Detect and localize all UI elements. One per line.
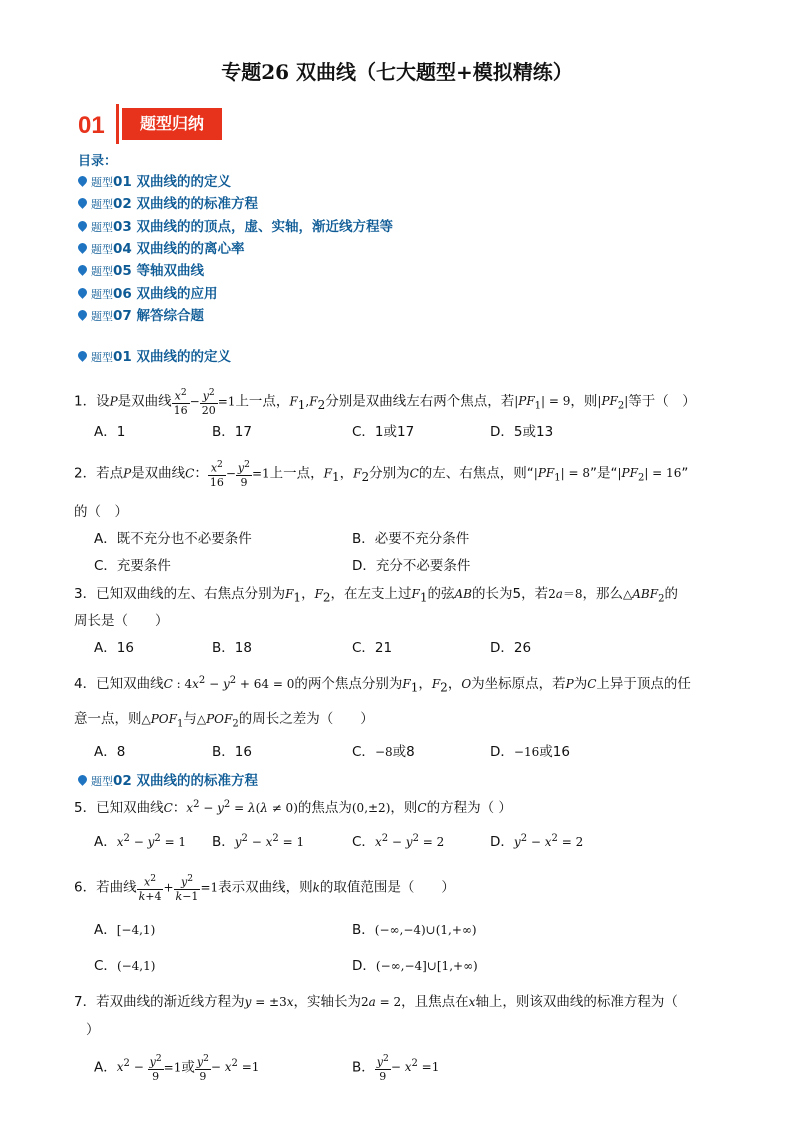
option-d[interactable]: D．5或13 bbox=[490, 424, 554, 440]
option-d[interactable]: D．充分不必要条件 bbox=[352, 558, 471, 574]
toc-label: 目录： bbox=[78, 154, 118, 169]
option-c[interactable]: C．充要条件 bbox=[94, 558, 171, 574]
question-6: 6．若曲线 $\frac{x^2}{k+4}$ + $\frac{y^2}{k-1}$ =1表示双曲线，则k的取值范围是（ ） bbox=[74, 873, 455, 903]
option-b[interactable]: B．17 bbox=[212, 424, 252, 440]
option-a[interactable]: A．$x^2 - y^2 = 1$ bbox=[94, 833, 187, 850]
question-3-cont: 周长是（ ） bbox=[74, 613, 169, 629]
toc-item[interactable]: 题型01 双曲线的的定义 bbox=[78, 170, 231, 190]
pin-icon bbox=[76, 773, 89, 786]
option-c[interactable]: C．−8或8 bbox=[352, 744, 415, 760]
section-divider bbox=[116, 104, 119, 144]
section-number: 01 bbox=[78, 112, 105, 139]
question-3: 3．已知双曲线的左、右焦点分别为$F_1$，$F_2$，在左支上过$F_1$的弦AB的长为5，若2a＝8，那么$\triangle ABF_2$的 bbox=[74, 586, 678, 605]
question-1: 1．设P是双曲线 $\frac{x^2}{16}$ − $\frac{y^2}{20}$ =1上一点，$F_1,F_2$分别是双曲线左右两个焦点，若$|PF_1| = 9$，则$|PF_2|$等于（ ） bbox=[74, 387, 696, 417]
toc-item[interactable]: 题型04 双曲线的的离心率 bbox=[78, 237, 245, 257]
pin-icon bbox=[76, 219, 89, 232]
option-a[interactable]: A．[−4,1) bbox=[94, 922, 156, 938]
question-5: 5．已知双曲线C：$x^2 - y^2 = \lambda(\lambda \ne 0)$的焦点为(0,±2)，则C的方程为（ ） bbox=[74, 799, 512, 816]
option-b[interactable]: B．必要不充分条件 bbox=[352, 531, 470, 547]
option-d[interactable]: D．(−∞,−4]∪[1,+∞) bbox=[352, 958, 478, 974]
pin-icon bbox=[76, 174, 89, 187]
section-title: 题型01 双曲线的的定义 bbox=[78, 345, 231, 365]
question-7-cont: ） bbox=[86, 1022, 100, 1038]
option-c[interactable]: C．21 bbox=[352, 640, 393, 656]
toc-item[interactable]: 题型07 解答综合题 bbox=[78, 304, 204, 324]
toc-item[interactable]: 题型03 双曲线的的顶点，虚、实轴，渐近线方程等 bbox=[78, 215, 393, 235]
toc-item[interactable]: 题型05 等轴双曲线 bbox=[78, 259, 204, 279]
option-a[interactable]: A．1 bbox=[94, 424, 126, 440]
pin-icon bbox=[76, 196, 89, 209]
toc-item[interactable]: 题型02 双曲线的的标准方程 bbox=[78, 192, 258, 212]
pin-icon bbox=[76, 241, 89, 254]
page-title: 专题26 双曲线（七大题型+模拟精练） bbox=[221, 60, 573, 84]
question-2: 2．若点P是双曲线C： $\frac{x^2}{16}$ − $\frac{y^2}{9}$ =1上一点，$F_1$，$F_2$分别为C的左、右焦点，则“$|PF_1| = 8$”是“$|PF_2| = 16$” bbox=[74, 459, 689, 489]
option-a[interactable]: A．$x^2$ − $\frac{y^2}{9}$ =1或 $\frac{y^2}{9}$ − $x^2 =1$ bbox=[94, 1053, 260, 1083]
option-b[interactable]: B．16 bbox=[212, 744, 252, 760]
toc-item[interactable]: 题型06 双曲线的应用 bbox=[78, 282, 218, 302]
option-a[interactable]: A．16 bbox=[94, 640, 134, 656]
option-d[interactable]: D．26 bbox=[490, 640, 532, 656]
option-b[interactable]: B． $\frac{y^2}{9}$ − $x^2 =1$ bbox=[352, 1053, 440, 1083]
section-title: 题型02 双曲线的的标准方程 bbox=[78, 769, 258, 789]
option-a[interactable]: A．既不充分也不必要条件 bbox=[94, 531, 252, 547]
option-c[interactable]: C．$x^2 - y^2 = 2$ bbox=[352, 833, 445, 850]
option-c[interactable]: C．1或17 bbox=[352, 424, 415, 440]
option-a[interactable]: A．8 bbox=[94, 744, 126, 760]
question-4: 4．已知双曲线C : $4x^2 - y^2 + 64 = 0$的两个焦点分别为$F_1$，$F_2$，O为坐标原点，若P为C上异于顶点的任 bbox=[74, 675, 691, 695]
pin-icon bbox=[76, 263, 89, 276]
question-2-cont: 的（ ） bbox=[74, 504, 128, 520]
option-d[interactable]: D．$y^2 - x^2 = 2$ bbox=[490, 833, 584, 850]
option-b[interactable]: B．18 bbox=[212, 640, 252, 656]
question-7: 7．若双曲线的渐近线方程为y = ±3x，实轴长为2a = 2，且焦点在x轴上，则该双曲线的标准方程为（ bbox=[74, 994, 678, 1010]
option-b[interactable]: B．(−∞,−4)∪(1,+∞) bbox=[352, 922, 477, 938]
pin-icon bbox=[76, 286, 89, 299]
option-b[interactable]: B．$y^2 - x^2 = 1$ bbox=[212, 833, 305, 850]
option-d[interactable]: D．−16或16 bbox=[490, 744, 570, 760]
option-c[interactable]: C．(−4,1) bbox=[94, 958, 156, 974]
question-4-cont: 意一点，则$\triangle POF_1$与$\triangle POF_2$的周长之差为（ ） bbox=[74, 711, 374, 730]
pin-icon bbox=[76, 308, 89, 321]
pin-icon bbox=[76, 349, 89, 362]
section-heading: 题型归纳 bbox=[122, 108, 222, 140]
